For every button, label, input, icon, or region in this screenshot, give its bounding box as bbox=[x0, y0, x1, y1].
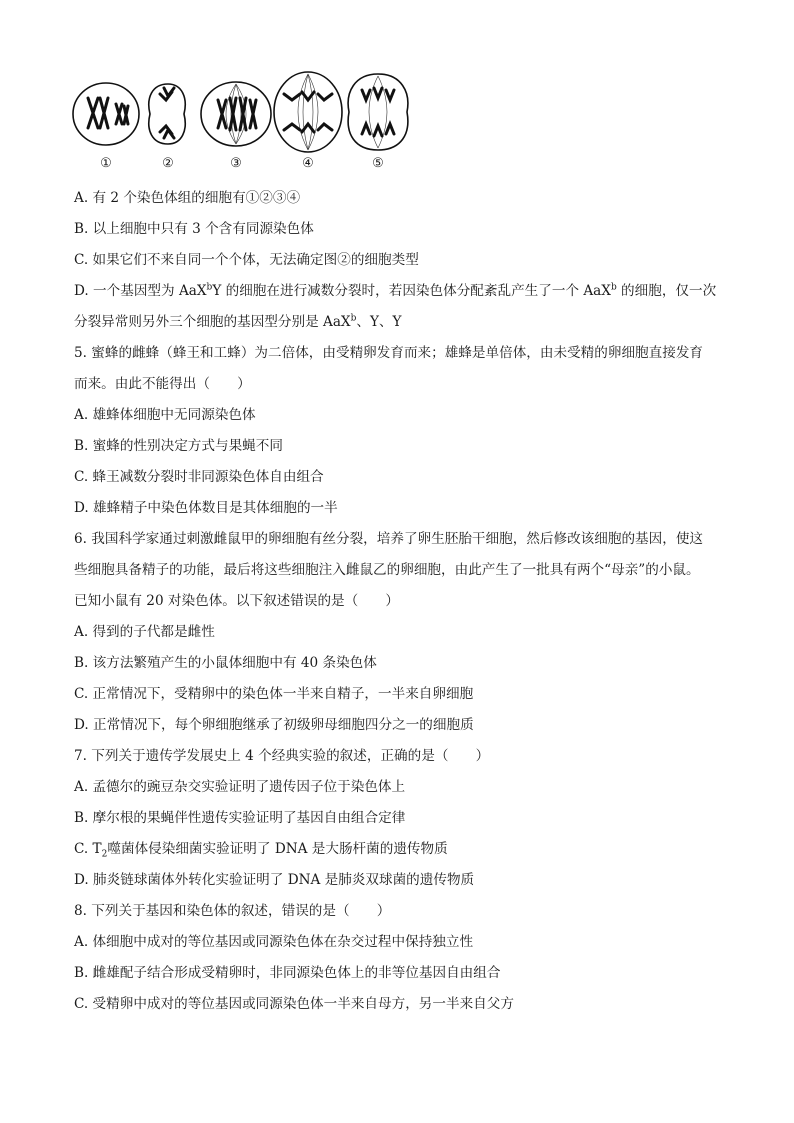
text-line bbox=[74, 871, 734, 902]
text-pre: 7. 下列关于遗传学发展史上 4 个经典实验的叙述，正确的是（ ） bbox=[74, 748, 490, 764]
text-pre: C. 蜂王减数分裂时非同源染色体自由组合 bbox=[74, 469, 324, 485]
text-line bbox=[74, 840, 734, 871]
text-line bbox=[74, 220, 734, 251]
question-text bbox=[74, 189, 734, 1026]
cell-label-1: ① bbox=[100, 156, 112, 171]
text-post: 、Y、Y bbox=[356, 314, 402, 330]
text-pre: D. 肺炎链球菌体外转化实验证明了 DNA 是肺炎双球菌的遗传物质 bbox=[74, 872, 475, 888]
text-line bbox=[74, 933, 734, 964]
text-pre: 8. 下列关于基因和染色体的叙述，错误的是（ ） bbox=[74, 903, 391, 919]
text-line bbox=[74, 282, 734, 313]
text-pre: 分裂异常则另外三个细胞的基因型分别是 AaX bbox=[74, 314, 351, 330]
text-line bbox=[74, 592, 734, 623]
cell-label-3: ③ bbox=[230, 156, 242, 171]
text-line bbox=[74, 468, 734, 499]
text-pre: B. 以上细胞中只有 3 个含有同源染色体 bbox=[74, 221, 314, 237]
text-pre: 些细胞具备精子的功能，最后将这些细胞注入雌鼠乙的卵细胞，由此产生了一批具有两个“母亲”的小鼠。 bbox=[74, 562, 700, 578]
text-post: 噬菌体侵染细菌实验证明了 DNA 是大肠杆菌的遗传物质 bbox=[107, 841, 448, 857]
text-line bbox=[74, 902, 734, 933]
text-line bbox=[74, 251, 734, 282]
text-line bbox=[74, 747, 734, 778]
text-line bbox=[74, 654, 734, 685]
text-pre: 已知小鼠有 20 对染色体。以下叙述错误的是（ ） bbox=[74, 593, 400, 609]
text-sub: 2 bbox=[101, 849, 108, 860]
text-pre: 6. 我国科学家通过刺激雌鼠甲的卵细胞有丝分裂，培养了卵生胚胎干细胞，然后修改该细胞的基因，使这 bbox=[74, 531, 704, 547]
text-pre: D. 一个基因型为 AaX bbox=[74, 283, 207, 299]
text-pre: A. 雄蜂体细胞中无同源染色体 bbox=[74, 407, 256, 423]
text-pre: 而来。由此不能得出（ ） bbox=[74, 376, 251, 392]
text-line bbox=[74, 313, 734, 344]
text-line bbox=[74, 716, 734, 747]
cell-label-5: ⑤ bbox=[372, 156, 384, 171]
text-line bbox=[74, 499, 734, 530]
text-line bbox=[74, 809, 734, 840]
text-pre: A. 体细胞中成对的等位基因或同源染色体在杂交过程中保持独立性 bbox=[74, 934, 474, 950]
text-pre: D. 雄蜂精子中染色体数目是其体细胞的一半 bbox=[74, 500, 338, 516]
cell-division-figure bbox=[70, 66, 420, 178]
cell-diagrams bbox=[70, 66, 420, 156]
text-line bbox=[74, 437, 734, 468]
text-pre: A. 孟德尔的豌豆杂交实验证明了遗传因子位于染色体上 bbox=[74, 779, 406, 795]
text-post: Y 的细胞在进行减数分裂时，若因染色体分配紊乱产生了一个 AaX bbox=[212, 283, 611, 299]
text-pre: A. 得到的子代都是雌性 bbox=[74, 624, 215, 640]
text-line bbox=[74, 375, 734, 406]
text-post2: 的细胞，仅一次 bbox=[616, 283, 717, 299]
text-pre: B. 该方法繁殖产生的小鼠体细胞中有 40 条染色体 bbox=[74, 655, 377, 671]
text-pre: B. 蜜蜂的性别决定方式与果蝇不同 bbox=[74, 438, 283, 454]
text-pre: D. 正常情况下，每个卵细胞继承了初级卵母细胞四分之一的细胞质 bbox=[74, 717, 474, 733]
text-line bbox=[74, 964, 734, 995]
text-line bbox=[74, 561, 734, 592]
text-pre: C. 正常情况下，受精卵中的染色体一半来自精子，一半来自卵细胞 bbox=[74, 686, 474, 702]
cell-label-2: ② bbox=[162, 156, 174, 171]
text-line bbox=[74, 685, 734, 716]
text-line bbox=[74, 530, 734, 561]
text-sup: b bbox=[350, 313, 357, 324]
text-pre: C. 受精卵中成对的等位基因或同源染色体一半来自母方，另一半来自父方 bbox=[74, 996, 514, 1012]
text-line bbox=[74, 995, 734, 1026]
text-sup: b bbox=[206, 282, 213, 293]
text-line bbox=[74, 623, 734, 654]
text-line bbox=[74, 189, 734, 220]
cell-label-4: ④ bbox=[302, 156, 314, 171]
text-line bbox=[74, 344, 734, 375]
text-pre: C. 如果它们不来自同一个个体，无法确定图②的细胞类型 bbox=[74, 252, 419, 268]
text-line bbox=[74, 778, 734, 809]
text-line bbox=[74, 406, 734, 437]
text-pre: B. 雌雄配子结合形成受精卵时，非同源染色体上的非等位基因自由组合 bbox=[74, 965, 501, 981]
text-sup2: b bbox=[610, 282, 617, 293]
text-pre: 5. 蜜蜂的雌蜂（蜂王和工蜂）为二倍体，由受精卵发育而来；雄蜂是单倍体，由未受精的卵细胞直接发育 bbox=[74, 345, 704, 361]
text-pre: B. 摩尔根的果蝇伴性遗传实验证明了基因自由组合定律 bbox=[74, 810, 406, 826]
text-pre: A. 有 2 个染色体组的细胞有①②③④ bbox=[74, 190, 301, 206]
text-pre: C. T bbox=[74, 841, 102, 857]
